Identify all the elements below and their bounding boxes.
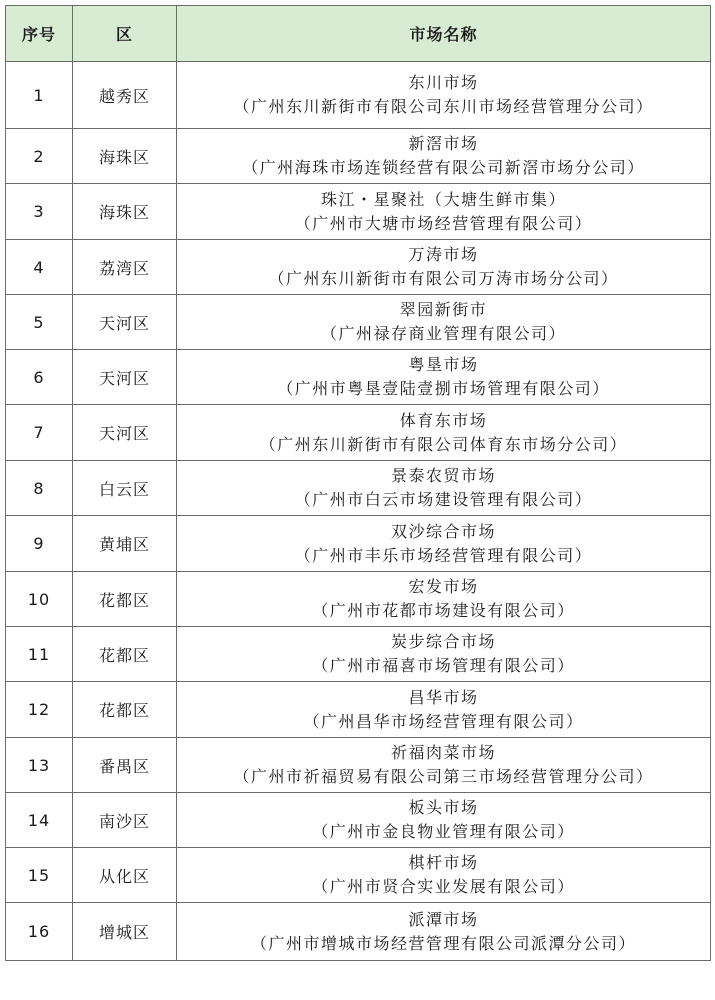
table-row xyxy=(6,572,711,627)
operating-company: （广州市大塘市场经营管理有限公司） xyxy=(294,213,593,233)
market-name: 祈福肉菜市场 xyxy=(390,743,496,762)
header-district: 区 xyxy=(73,6,177,62)
operating-company: （广州禄存商业管理有限公司） xyxy=(320,324,566,343)
market-name: 新滘市场 xyxy=(408,134,479,153)
market-table xyxy=(5,5,711,961)
row-market-cell xyxy=(177,295,711,350)
row-index: 8 xyxy=(6,461,73,516)
row-index: 2 xyxy=(6,129,73,184)
market-name: 东川市场 xyxy=(408,73,479,92)
table-row xyxy=(6,295,711,350)
row-district: 天河区 xyxy=(73,295,177,350)
operating-company: （广州市花都市场建设有限公司） xyxy=(312,601,575,620)
row-index: 5 xyxy=(6,295,73,350)
market-name: 翠园新街市 xyxy=(399,300,488,319)
table-header xyxy=(6,6,711,62)
row-district: 花都区 xyxy=(73,627,177,682)
row-district: 海珠区 xyxy=(73,129,177,184)
operating-company: （广州市贤合实业发展有限公司） xyxy=(312,877,575,896)
market-name: 景泰农贸市场 xyxy=(390,466,496,485)
table-row xyxy=(6,793,711,848)
operating-company: （广州海珠市场连锁经营有限公司新滘市场分公司） xyxy=(242,158,645,177)
table-body xyxy=(6,62,711,961)
row-market-cell xyxy=(177,516,711,572)
market-name: 粤垦市场 xyxy=(408,355,479,374)
table-row xyxy=(6,184,711,240)
row-market-cell xyxy=(177,793,711,848)
row-index: 11 xyxy=(6,627,73,682)
row-index: 6 xyxy=(6,350,73,405)
row-index: 9 xyxy=(6,516,73,572)
row-district: 南沙区 xyxy=(73,793,177,848)
row-district: 花都区 xyxy=(73,572,177,627)
header-market-name: 市场名称 xyxy=(177,6,711,62)
table-row xyxy=(6,62,711,129)
row-market-cell xyxy=(177,848,711,903)
row-index: 15 xyxy=(6,848,73,903)
row-market-cell xyxy=(177,129,711,184)
market-name: 炭步综合市场 xyxy=(390,632,496,651)
table-row xyxy=(6,461,711,516)
market-name: 棋杆市场 xyxy=(408,853,479,872)
market-name: 体育东市场 xyxy=(399,410,488,430)
row-index: 10 xyxy=(6,572,73,627)
row-market-cell xyxy=(177,682,711,738)
row-district: 增城区 xyxy=(73,903,177,961)
table-row xyxy=(6,903,711,961)
row-market-cell xyxy=(177,738,711,793)
row-market-cell xyxy=(177,405,711,461)
row-district: 天河区 xyxy=(73,350,177,405)
table-row xyxy=(6,129,711,184)
market-name: 宏发市场 xyxy=(408,577,479,596)
market-name: 双沙综合市场 xyxy=(390,521,496,541)
row-district: 荔湾区 xyxy=(73,240,177,295)
table-row xyxy=(6,240,711,295)
table-row xyxy=(6,682,711,738)
row-district: 白云区 xyxy=(73,461,177,516)
row-index: 3 xyxy=(6,184,73,240)
row-market-cell xyxy=(177,184,711,240)
market-name: 昌华市场 xyxy=(408,687,479,707)
row-index: 14 xyxy=(6,793,73,848)
row-market-cell xyxy=(177,903,711,961)
market-name: 珠江・星聚社（大塘生鲜市集） xyxy=(320,189,566,209)
table-row xyxy=(6,738,711,793)
row-district: 天河区 xyxy=(73,405,177,461)
operating-company: （广州市福喜市场管理有限公司） xyxy=(312,656,575,675)
operating-company: （广州东川新街市有限公司万涛市场分公司） xyxy=(268,269,619,288)
row-market-cell xyxy=(177,572,711,627)
market-name: 派潭市场 xyxy=(408,909,479,929)
operating-company: （广州东川新街市有限公司体育东市场分公司） xyxy=(259,434,628,454)
operating-company: （广州市丰乐市场经营管理有限公司） xyxy=(294,545,593,565)
market-name: 板头市场 xyxy=(408,798,479,817)
row-market-cell xyxy=(177,62,711,129)
table-row xyxy=(6,848,711,903)
table-row xyxy=(6,405,711,461)
operating-company: （广州昌华市场经营管理有限公司） xyxy=(303,711,584,731)
row-market-cell xyxy=(177,461,711,516)
row-district: 番禺区 xyxy=(73,738,177,793)
row-district: 花都区 xyxy=(73,682,177,738)
row-district: 海珠区 xyxy=(73,184,177,240)
row-index: 7 xyxy=(6,405,73,461)
operating-company: （广州市金良物业管理有限公司） xyxy=(312,822,575,841)
row-index: 4 xyxy=(6,240,73,295)
market-name: 万涛市场 xyxy=(408,245,479,264)
table-row xyxy=(6,627,711,682)
operating-company: （广州市增城市场经营管理有限公司派潭分公司） xyxy=(250,933,636,953)
header-index: 序号 xyxy=(6,6,73,62)
operating-company: （广州市粤垦壹陆壹捌市场管理有限公司） xyxy=(277,379,610,398)
header-row xyxy=(6,6,711,62)
operating-company: （广州东川新街市有限公司东川市场经营管理分公司） xyxy=(233,97,654,116)
row-market-cell xyxy=(177,240,711,295)
row-market-cell xyxy=(177,350,711,405)
row-index: 12 xyxy=(6,682,73,738)
row-district: 黄埔区 xyxy=(73,516,177,572)
row-index: 1 xyxy=(6,62,73,129)
row-index: 16 xyxy=(6,903,73,961)
row-index: 13 xyxy=(6,738,73,793)
row-district: 越秀区 xyxy=(73,62,177,129)
operating-company: （广州市白云市场建设管理有限公司） xyxy=(294,490,593,509)
row-market-cell xyxy=(177,627,711,682)
table-row xyxy=(6,350,711,405)
table-row xyxy=(6,516,711,572)
row-district: 从化区 xyxy=(73,848,177,903)
operating-company: （广州市祈福贸易有限公司第三市场经营管理分公司） xyxy=(233,767,654,786)
